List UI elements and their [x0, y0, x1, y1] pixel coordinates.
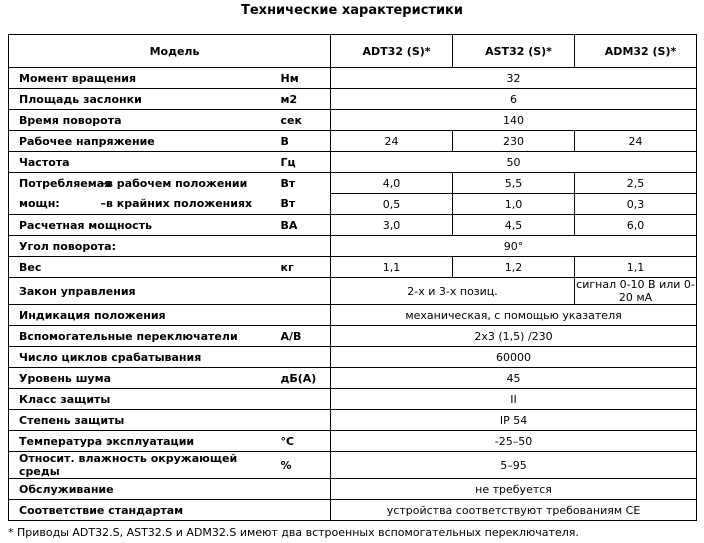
power-label-line1: Потребляемая: [9, 173, 101, 194]
row-label: Уровень шума: [9, 368, 281, 389]
page-title: Технические характеристики: [241, 3, 463, 18]
row-label: Температура эксплуатации: [9, 431, 281, 452]
table-header-row: [9, 35, 697, 68]
table-row-protection-degree: [9, 410, 697, 431]
row-label: Относит. влажность окружающей среды: [9, 452, 281, 479]
row-value: II: [331, 389, 697, 410]
row-value: механическая, с помощью указателя: [331, 305, 697, 326]
row-unit: [281, 278, 331, 305]
row-unit: [281, 305, 331, 326]
row-unit: Нм: [281, 68, 331, 89]
table-row-protection-class: [9, 389, 697, 410]
spec-table: [8, 34, 697, 521]
row-unit: %: [281, 452, 331, 479]
row-label: Частота: [9, 152, 281, 173]
row-label: Индикация положения: [9, 305, 281, 326]
row-value-adt32: 1,1: [331, 257, 453, 278]
row-value: 32: [331, 68, 697, 89]
table-row-torque: [9, 68, 697, 89]
row-unit: В: [281, 131, 331, 152]
row-value-adt32: 24: [331, 131, 453, 152]
table-row-humidity: [9, 452, 697, 479]
row-value: 2x3 (1,5) /230: [331, 326, 697, 347]
row-value-ast32: 1,2: [453, 257, 575, 278]
row-label: Класс защиты: [9, 389, 281, 410]
table-row-weight: [9, 257, 697, 278]
power-end-label: –в крайних положениях: [101, 194, 281, 215]
row-unit: [281, 389, 331, 410]
row-value-adt32-ast32: 2-х и 3-х позиц.: [331, 278, 575, 305]
row-label: Число циклов срабатывания: [9, 347, 281, 368]
row-value: -25–50: [331, 431, 697, 452]
table-row-temperature: [9, 431, 697, 452]
row-value-adm32: 0,3: [575, 194, 697, 215]
row-label: Вес: [9, 257, 281, 278]
row-label: Расчетная мощность: [9, 215, 281, 236]
table-row-voltage: [9, 131, 697, 152]
row-value-adm32: 2,5: [575, 173, 697, 194]
table-row-rated-power: [9, 215, 697, 236]
row-label: Момент вращения: [9, 68, 281, 89]
row-value-adt32: 4,0: [331, 173, 453, 194]
row-value: IP 54: [331, 410, 697, 431]
row-label: Рабочее напряжение: [9, 131, 281, 152]
row-value-ast32: 1,0: [453, 194, 575, 215]
row-label: Вспомогательные переключатели: [9, 326, 281, 347]
table-row-service: [9, 479, 697, 500]
row-unit: Вт: [281, 173, 331, 194]
row-unit: м2: [281, 89, 331, 110]
row-value: не требуется: [331, 479, 697, 500]
row-label: Угол поворота:: [9, 236, 281, 257]
row-label: Степень защиты: [9, 410, 281, 431]
row-unit: [281, 236, 331, 257]
row-value: 90°: [331, 236, 697, 257]
row-unit: °C: [281, 431, 331, 452]
table-row-cycles: [9, 347, 697, 368]
row-value-ast32: 5,5: [453, 173, 575, 194]
row-value: 50: [331, 152, 697, 173]
row-unit: [281, 500, 331, 521]
row-unit: сек: [281, 110, 331, 131]
row-unit: дБ(А): [281, 368, 331, 389]
table-row-angle: [9, 236, 697, 257]
row-unit: Гц: [281, 152, 331, 173]
row-unit: ВА: [281, 215, 331, 236]
row-label: Соответствие стандартам: [9, 500, 281, 521]
row-value-adt32: 0,5: [331, 194, 453, 215]
row-label: Время поворота: [9, 110, 281, 131]
table-row-time: [9, 110, 697, 131]
row-value: 5–95: [331, 452, 697, 479]
row-value: 6: [331, 89, 697, 110]
row-value: устройства соответствуют требованиям CE: [331, 500, 697, 521]
power-label-line2: мощн:: [9, 194, 101, 215]
model-adm32-header: ADM32 (S)*: [575, 35, 697, 68]
table-row-frequency: [9, 152, 697, 173]
row-unit: Вт: [281, 194, 331, 215]
row-unit: кг: [281, 257, 331, 278]
row-value-ast32: 230: [453, 131, 575, 152]
table-row-area: [9, 89, 697, 110]
table-row-noise: [9, 368, 697, 389]
row-value-adm32: 1,1: [575, 257, 697, 278]
model-adt32-header: ADT32 (S)*: [331, 35, 453, 68]
row-value: 140: [331, 110, 697, 131]
row-unit: [281, 410, 331, 431]
row-value-adm32: 6,0: [575, 215, 697, 236]
row-unit: [281, 479, 331, 500]
model-header: Модель: [9, 35, 331, 68]
row-label: Обслуживание: [9, 479, 281, 500]
row-label: Закон управления: [9, 278, 281, 305]
row-value-adm32: сигнал 0-10 В или 0-20 мА: [576, 278, 695, 304]
row-label: Площадь заслонки: [9, 89, 281, 110]
table-row-indication: [9, 305, 697, 326]
row-value-ast32: 4,5: [453, 215, 575, 236]
row-unit: [281, 347, 331, 368]
row-value: 60000: [331, 347, 697, 368]
row-value-adm32: 24: [575, 131, 697, 152]
table-row-power-end: [9, 194, 697, 215]
row-unit: A/B: [281, 326, 331, 347]
table-row-switches: [9, 326, 697, 347]
table-row-standards: [9, 500, 697, 521]
footnote: * Приводы ADT32.S, AST32.S и ADM32.S имеют два встроенных вспомогательных переключателя.: [8, 526, 579, 539]
row-value: 45: [331, 368, 697, 389]
table-row-power-working: [9, 173, 697, 194]
row-value-adt32: 3,0: [331, 215, 453, 236]
table-row-control: [9, 278, 697, 305]
power-working-label: –в рабочем положении: [101, 173, 281, 194]
model-ast32-header: AST32 (S)*: [453, 35, 575, 68]
